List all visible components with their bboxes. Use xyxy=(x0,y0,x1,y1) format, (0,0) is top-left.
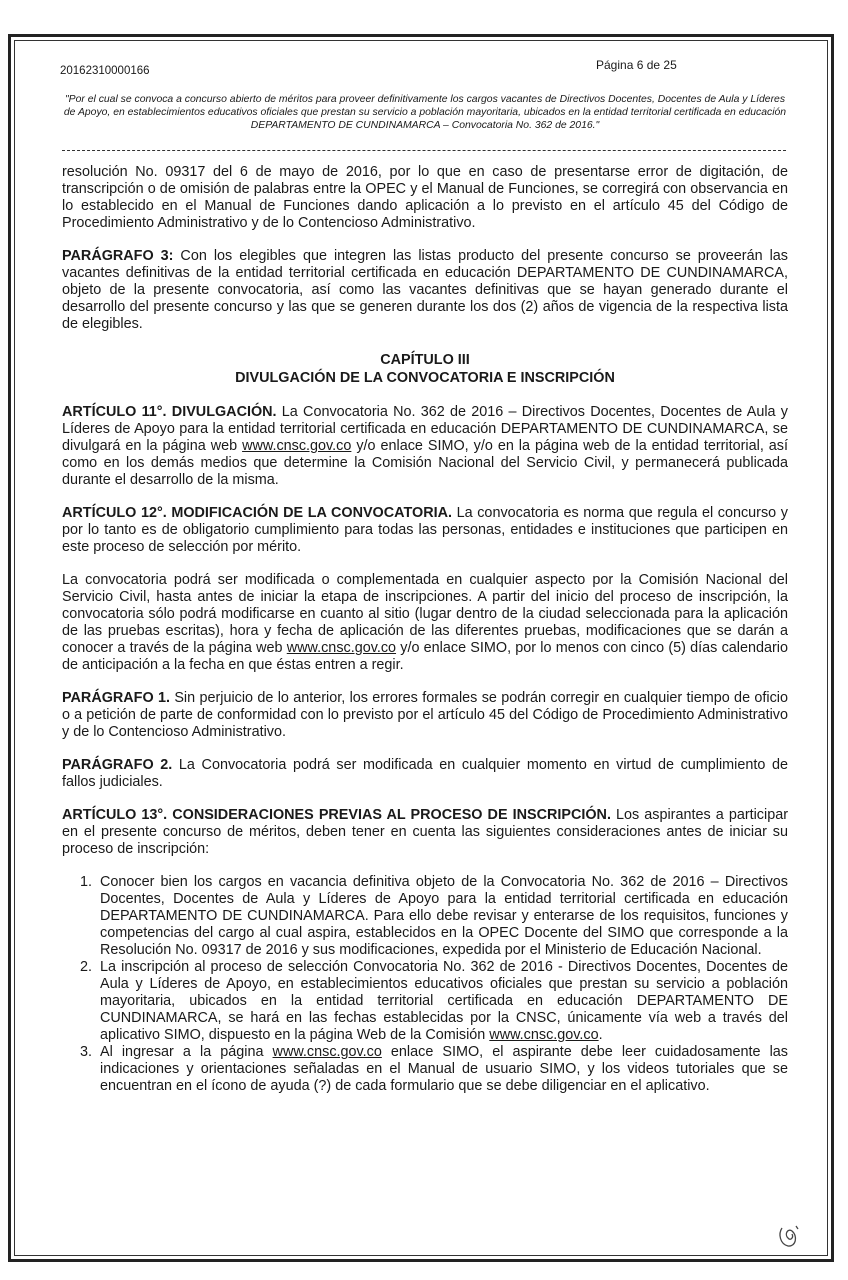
document-number: 20162310000166 xyxy=(60,65,150,77)
list-item-text-cont: . xyxy=(598,1027,603,1043)
document-subtitle: "Por el cual se convoca a concurso abierto de méritos para proveer definitivamente los cargos vacantes de Directivos Docentes, Docentes de Aula y Líderes de Apoyo, en establecimientos educativos oficiales que prestan su servicio a población mayoritaria, ubicados en la entidad territorial certificada en educación DEPARTAMENTO DE CUNDINAMARCA – Convocatoria No. 362 de 2016." xyxy=(63,94,787,131)
article-13 xyxy=(62,807,788,858)
chapter-heading xyxy=(62,351,788,387)
article-13-label: ARTÍCULO 13°. CONSIDERACIONES PREVIAS AL PROCESO DE INSCRIPCIÓN. xyxy=(62,807,611,823)
chapter-title: DIVULGACIÓN DE LA CONVOCATORIA E INSCRIPCIÓN xyxy=(235,370,615,386)
paragrafo-3 xyxy=(62,248,788,333)
paragrafo-2-label: PARÁGRAFO 2. xyxy=(62,757,173,773)
list-item xyxy=(96,959,788,1044)
cnsc-link[interactable]: www.cnsc.gov.co xyxy=(489,1027,599,1043)
paragrafo-1 xyxy=(62,690,788,741)
article-12-label: ARTÍCULO 12°. MODIFICACIÓN DE LA CONVOCATORIA. xyxy=(62,505,452,521)
article-11-label: ARTÍCULO 11°. DIVULGACIÓN. xyxy=(62,404,277,420)
cnsc-link[interactable]: www.cnsc.gov.co xyxy=(242,438,352,454)
paragrafo-3-text: Con los elegibles que integren las listas producto del presente concurso se proveerán las vacantes definitivas de la entidad territorial certificada en educación DEPARTAMENTO DE CUNDINAMARCA, objeto de la presente convocatoria, así como las vacantes definitivas que se hayan generado durante el desarrollo del presente concurso y las que se generen durante los dos (2) años de vigencia de la respectiva lista de elegibles. xyxy=(62,248,788,332)
list-item-text: Al ingresar a la página xyxy=(100,1044,273,1060)
article-11-text-cont: y/o enlace SIMO, y/o en la página web de la entidad territorial, así como en los demás medios que determine la Comisión Nacional del Servicio Civil, y permanecerá publicada durante el desarrollo de la misma. xyxy=(62,438,788,488)
paragrafo-1-label: PARÁGRAFO 1. xyxy=(62,690,170,706)
list-item-text-cont: enlace SIMO, el aspirante debe leer cuidadosamente las indicaciones y orientaciones señaladas en el Manual de usuario SIMO, y los videos tutoriales que se encuentran en el ícono de ayuda (?) de cada formulario que se debe diligenciar en el aplicativo. xyxy=(100,1044,788,1094)
article-11-text: La Convocatoria No. 362 de 2016 – Directivos Docentes, Docentes de Aula y Líderes de Apoyo para la entidad territorial certificada en educación DEPARTAMENTO DE CUNDINAMARCA, se divulgará en la página web xyxy=(62,404,788,454)
modification-text: La convocatoria podrá ser modificada o complementada en cualquier aspecto por la Comisión Nacional del Servicio Civil, hasta antes de iniciar la etapa de inscripciones. A partir del inicio del proceso de inscripción, la convocatoria sólo podrá modificarse en cuanto al sitio (lugar dentro de la ciudad seleccionada para la aplicación de las pruebas escritas), hora y fecha de aplicación de las diferentes pruebas, modificaciones que se darán a conocer a través de la página web xyxy=(62,572,788,656)
cnsc-link[interactable]: www.cnsc.gov.co xyxy=(286,640,397,656)
paragrafo-3-label: PARÁGRAFO 3: xyxy=(62,248,174,264)
article-13-text: Los aspirantes a participar en el presente concurso de méritos, deben tener en cuenta las siguientes consideraciones antes de iniciar su proceso de inscripción: xyxy=(62,807,788,857)
modification-text-cont: y/o enlace SIMO, por lo menos con cinco (5) días calendario de anticipación a la fecha en que éstas entren a regir. xyxy=(62,640,788,673)
list-item-text: La inscripción al proceso de selección Convocatoria No. 362 de 2016 - Directivos Docentes, Docentes de Aula y Líderes de Apoyo, en establecimientos educativos oficiales que prestan su servicio a población mayoritaria, ubicados en la entidad territorial certificada en educación DEPARTAMENTO DE CUNDINAMARCA, se hará en las fechas establecidas por la CNSC, únicamente vía web a través del aplicativo SIMO, dispuesto en la página Web de la Comisión xyxy=(100,959,788,1043)
article-12-text: La convocatoria es norma que regula el concurso y por lo tanto es de obligatorio cumplimiento para todas las personas, entidades e instituciones que participen en este proceso de selección por mérito. xyxy=(62,505,788,555)
article-11 xyxy=(62,404,788,489)
paragrafo-1-text: Sin perjuicio de lo anterior, los errores formales se podrán corregir en cualquier tiempo de oficio o a petición de parte de conformidad con lo previsto por el artículo 45 del Código de Procedimiento Administrativo y de lo Contencioso Administrativo. xyxy=(62,690,788,740)
modification-paragraph xyxy=(62,572,788,674)
list-item xyxy=(96,1044,788,1095)
considerations-list xyxy=(62,874,788,1095)
initials-signature-icon xyxy=(776,1222,802,1258)
chapter-number: CAPÍTULO III xyxy=(380,352,470,368)
page-number: Página 6 de 25 xyxy=(596,58,677,72)
paragrafo-2 xyxy=(62,757,788,791)
header-divider xyxy=(62,150,786,151)
paragrafo-2-text: La Convocatoria podrá ser modificada en cualquier momento en virtud de cumplimiento de fallos judiciales. xyxy=(62,757,788,790)
cnsc-link[interactable]: www.cnsc.gov.co xyxy=(272,1044,382,1060)
article-12 xyxy=(62,505,788,556)
document-body xyxy=(62,164,788,1095)
list-item-text: Conocer bien los cargos en vacancia definitiva objeto de la Convocatoria No. 362 de 2016 – Directivos Docentes, Docentes de Aula y Líderes de Apoyo para la entidad territorial certificada en educación DEPARTAMENTO DE CUNDINAMARCA. Para ello debe revisar y enterarse de los requisitos, funciones y competencias del cargo al cual aspira, establecidos en la OPEC Docente del SIMO que corresponde a la Resolución No. 09317 de 2016 y sus modificaciones, expedida por el Ministerio de Educación Nacional. xyxy=(100,874,788,958)
list-item xyxy=(96,874,788,959)
paragraph-continuation: resolución No. 09317 del 6 de mayo de 2016, por lo que en caso de presentarse error de digitación, de transcripción o de omisión de palabras entre la OPEC y el Manual de Funciones, se corregirá con observancia en lo establecido en el Manual de Funciones dando aplicación a lo previsto en el artículo 45 del Código de Procedimiento Administrativo y de lo Contencioso Administrativo. xyxy=(62,164,788,231)
